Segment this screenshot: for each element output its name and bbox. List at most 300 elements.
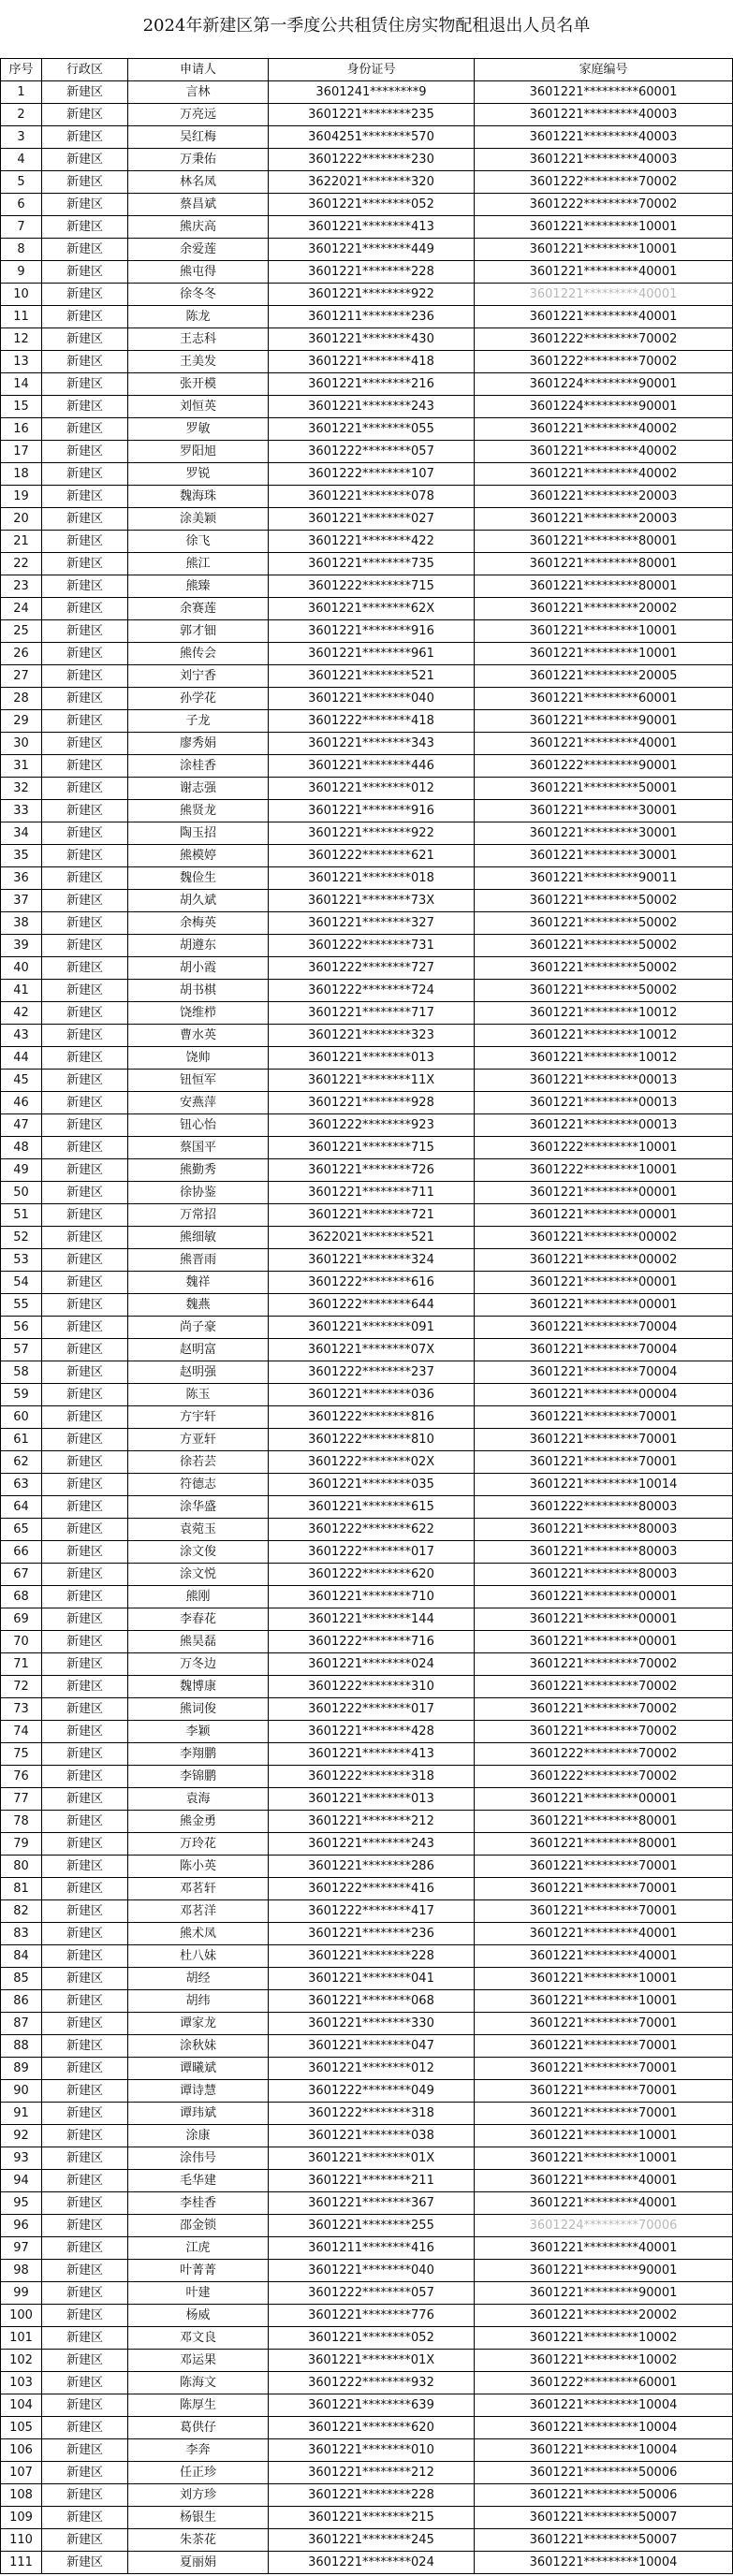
cell-seq: 102 [1,2350,42,2372]
cell-id-number: 3601221********038 [269,2125,475,2147]
table-row [1,755,733,778]
exit-list-table [0,58,733,2574]
table-row [1,149,733,171]
cell-applicant: 万秉佑 [128,149,269,171]
cell-district: 新建区 [42,1743,128,1766]
cell-id-number: 3601221********013 [269,1788,475,1811]
cell-id-number: 3601221********928 [269,1092,475,1114]
cell-applicant: 罗锐 [128,463,269,486]
cell-district: 新建区 [42,845,128,867]
cell-id-number: 3601221********922 [269,284,475,306]
cell-district: 新建区 [42,2058,128,2080]
cell-applicant: 钮恒军 [128,1070,269,1092]
cell-family-number: 3601221*********00002 [475,1249,733,1272]
cell-family-number: 3601221*********90001 [475,710,733,733]
table-row [1,1114,733,1137]
cell-seq: 50 [1,1182,42,1204]
table-row [1,1878,733,1900]
cell-district: 新建区 [42,1384,128,1406]
cell-applicant: 王志科 [128,328,269,351]
cell-family-number: 3601221*********70001 [475,1878,733,1900]
cell-id-number: 3601221********422 [269,531,475,553]
cell-id-number: 3601222********230 [269,149,475,171]
table-row [1,1496,733,1519]
cell-family-number: 3601221*********20002 [475,598,733,620]
cell-family-number: 3601221*********70004 [475,1361,733,1384]
table-row [1,1384,733,1406]
table-row [1,463,733,486]
table-row [1,2013,733,2035]
table-row [1,710,733,733]
cell-seq: 15 [1,396,42,418]
cell-applicant: 涂桂香 [128,755,269,778]
cell-district: 新建区 [42,957,128,980]
cell-id-number: 3601222********644 [269,1294,475,1317]
cell-applicant: 毛华建 [128,2170,269,2192]
table-row [1,2417,733,2439]
cell-seq: 106 [1,2439,42,2462]
cell-seq: 105 [1,2417,42,2439]
cell-seq: 14 [1,373,42,396]
table-row [1,1968,733,1990]
cell-district: 新建区 [42,1361,128,1384]
cell-family-number: 3601221*********00001 [475,1608,733,1631]
cell-applicant: 涂文悦 [128,1564,269,1586]
cell-seq: 82 [1,1900,42,1923]
cell-family-number: 3601222*********70002 [475,194,733,216]
cell-seq: 58 [1,1361,42,1384]
cell-seq: 16 [1,418,42,441]
table-row [1,2507,733,2529]
cell-family-number: 3601221*********70001 [475,1451,733,1474]
cell-district: 新建区 [42,284,128,306]
cell-seq: 94 [1,2170,42,2192]
cell-district: 新建区 [42,2147,128,2170]
cell-family-number: 3601221*********40002 [475,418,733,441]
cell-district: 新建区 [42,261,128,284]
cell-id-number: 3601221********228 [269,2484,475,2507]
cell-seq: 103 [1,2372,42,2394]
cell-applicant: 熊细敏 [128,1227,269,1249]
cell-applicant: 李桂香 [128,2192,269,2215]
cell-seq: 54 [1,1272,42,1294]
table-row [1,867,733,890]
cell-family-number: 3601221*********30001 [475,800,733,822]
cell-id-number: 3601222********616 [269,1272,475,1294]
cell-family-number: 3601221*********50007 [475,2529,733,2552]
header-id-number: 身份证号 [269,59,475,81]
cell-id-number: 3601222********318 [269,2103,475,2125]
cell-seq: 73 [1,1698,42,1721]
cell-family-number: 3601221*********10014 [475,1474,733,1496]
table-row [1,2394,733,2417]
cell-id-number: 3601221********735 [269,553,475,575]
cell-district: 新建区 [42,1159,128,1182]
table-row [1,1002,733,1025]
cell-id-number: 3601221********024 [269,1653,475,1676]
table-row [1,2305,733,2327]
cell-district: 新建区 [42,1451,128,1474]
table-row [1,441,733,463]
cell-seq: 65 [1,1519,42,1541]
cell-family-number: 3601221*********30001 [475,822,733,845]
cell-id-number: 3601221********916 [269,620,475,643]
cell-family-number: 3601222*********80003 [475,1496,733,1519]
cell-id-number: 3601221********428 [269,1721,475,1743]
cell-family-number: 3601221*********80001 [475,531,733,553]
cell-seq: 100 [1,2305,42,2327]
cell-family-number: 3601221*********70001 [475,1900,733,1923]
cell-seq: 78 [1,1811,42,1833]
cell-seq: 109 [1,2507,42,2529]
cell-applicant: 胡纬 [128,1990,269,2013]
cell-district: 新建区 [42,1025,128,1047]
table-row [1,2350,733,2372]
cell-applicant: 符德志 [128,1474,269,1496]
table-row [1,2035,733,2058]
cell-id-number: 3601221********024 [269,2552,475,2574]
cell-district: 新建区 [42,620,128,643]
table-row [1,2170,733,2192]
cell-family-number: 3601221*********00013 [475,1114,733,1137]
table-row [1,845,733,867]
cell-seq: 75 [1,1743,42,1766]
cell-family-number: 3601222*********70002 [475,171,733,194]
cell-family-number: 3601221*********10004 [475,2552,733,2574]
cell-seq: 93 [1,2147,42,2170]
cell-applicant: 熊传会 [128,643,269,665]
cell-district: 新建区 [42,733,128,755]
cell-district: 新建区 [42,822,128,845]
cell-district: 新建区 [42,2237,128,2260]
cell-id-number: 3601241********9 [269,81,475,104]
cell-district: 新建区 [42,508,128,531]
cell-family-number: 3601221*********70001 [475,2080,733,2103]
cell-family-number: 3601221*********10001 [475,216,733,239]
cell-seq: 26 [1,643,42,665]
cell-district: 新建区 [42,373,128,396]
cell-family-number: 3601221*********00002 [475,1227,733,1249]
cell-district: 新建区 [42,2507,128,2529]
cell-district: 新建区 [42,1923,128,1945]
cell-applicant: 蔡昌斌 [128,194,269,216]
cell-id-number: 3601221********041 [269,1968,475,1990]
cell-district: 新建区 [42,2013,128,2035]
cell-applicant: 邓文良 [128,2327,269,2350]
table-row [1,1092,733,1114]
cell-family-number: 3601221*********80001 [475,575,733,598]
table-row [1,1159,733,1182]
cell-id-number: 3601222********724 [269,980,475,1002]
cell-applicant: 邓茗轩 [128,1878,269,1900]
cell-applicant: 子龙 [128,710,269,733]
cell-seq: 6 [1,194,42,216]
cell-applicant: 安燕萍 [128,1092,269,1114]
header-applicant: 申请人 [128,59,269,81]
cell-district: 新建区 [42,1541,128,1564]
table-row [1,2103,733,2125]
table-row [1,935,733,957]
cell-family-number: 3601221*********20002 [475,2305,733,2327]
cell-family-number: 3601221*********40001 [475,284,733,306]
cell-district: 新建区 [42,1968,128,1990]
cell-applicant: 饶维栉 [128,1002,269,1025]
cell-seq: 51 [1,1204,42,1227]
cell-seq: 9 [1,261,42,284]
cell-district: 新建区 [42,194,128,216]
cell-id-number: 3601221********717 [269,1002,475,1025]
table-row [1,1698,733,1721]
cell-seq: 52 [1,1227,42,1249]
cell-family-number: 3601221*********70001 [475,1429,733,1451]
cell-id-number: 3601221********212 [269,1811,475,1833]
cell-applicant: 徐协鉴 [128,1182,269,1204]
cell-id-number: 3601221********215 [269,2507,475,2529]
cell-applicant: 叶建 [128,2282,269,2305]
cell-seq: 92 [1,2125,42,2147]
cell-seq: 70 [1,1631,42,1653]
cell-district: 新建区 [42,598,128,620]
cell-seq: 85 [1,1968,42,1990]
cell-seq: 3 [1,126,42,149]
cell-applicant: 李锦鹏 [128,1766,269,1788]
table-row [1,81,733,104]
table-row [1,1833,733,1856]
table-row [1,1923,733,1945]
cell-family-number: 3601222*********70002 [475,1766,733,1788]
cell-district: 新建区 [42,710,128,733]
cell-id-number: 3601221********228 [269,1945,475,1968]
cell-applicant: 熊勤秀 [128,1159,269,1182]
cell-family-number: 3601221*********40001 [475,2170,733,2192]
table-row [1,239,733,261]
cell-district: 新建区 [42,81,128,104]
cell-applicant: 邓茗洋 [128,1900,269,1923]
table-row [1,1137,733,1159]
cell-id-number: 3622021********521 [269,1227,475,1249]
table-row [1,1361,733,1384]
cell-district: 新建区 [42,2417,128,2439]
cell-id-number: 3601221********216 [269,373,475,396]
cell-id-number: 3601222********416 [269,1878,475,1900]
cell-applicant: 钮心怡 [128,1114,269,1137]
cell-applicant: 夏丽娟 [128,2552,269,2574]
table-row [1,171,733,194]
cell-id-number: 3601222********621 [269,845,475,867]
cell-district: 新建区 [42,1496,128,1519]
cell-applicant: 尚子豪 [128,1317,269,1339]
cell-seq: 60 [1,1406,42,1429]
cell-seq: 87 [1,2013,42,2035]
cell-applicant: 万冬边 [128,1653,269,1676]
table-row [1,328,733,351]
cell-family-number: 3601221*********70004 [475,1339,733,1361]
cell-district: 新建区 [42,1788,128,1811]
cell-district: 新建区 [42,1227,128,1249]
cell-applicant: 曹水英 [128,1025,269,1047]
cell-seq: 45 [1,1070,42,1092]
cell-seq: 25 [1,620,42,643]
cell-family-number: 3601221*********70002 [475,1676,733,1698]
cell-seq: 111 [1,2552,42,2574]
cell-id-number: 3601221********615 [269,1496,475,1519]
table-row [1,2237,733,2260]
cell-id-number: 3601222********727 [269,957,475,980]
cell-family-number: 3601221*********70002 [475,1721,733,1743]
cell-seq: 22 [1,553,42,575]
cell-id-number: 3601222********417 [269,1900,475,1923]
cell-applicant: 刘宁香 [128,665,269,688]
cell-district: 新建区 [42,396,128,418]
cell-seq: 79 [1,1833,42,1856]
cell-district: 新建区 [42,800,128,822]
cell-district: 新建区 [42,2080,128,2103]
cell-id-number: 3601221********726 [269,1159,475,1182]
table-row [1,1317,733,1339]
cell-district: 新建区 [42,912,128,935]
table-row [1,598,733,620]
cell-seq: 49 [1,1159,42,1182]
cell-id-number: 3601222********017 [269,1541,475,1564]
cell-seq: 97 [1,2237,42,2260]
cell-seq: 53 [1,1249,42,1272]
cell-seq: 71 [1,1653,42,1676]
cell-id-number: 3601221********243 [269,396,475,418]
cell-family-number: 3601221*********10012 [475,1025,733,1047]
cell-id-number: 3601222********923 [269,1114,475,1137]
cell-applicant: 言林 [128,81,269,104]
cell-id-number: 3601221********027 [269,508,475,531]
cell-applicant: 熊晋雨 [128,1249,269,1272]
cell-id-number: 3601221********068 [269,1990,475,2013]
cell-id-number: 3601222********107 [269,463,475,486]
cell-applicant: 谭家龙 [128,2013,269,2035]
cell-id-number: 3601221********035 [269,1474,475,1496]
cell-seq: 55 [1,1294,42,1317]
cell-seq: 24 [1,598,42,620]
cell-district: 新建区 [42,1182,128,1204]
cell-id-number: 3601222********310 [269,1676,475,1698]
cell-id-number: 3601221********715 [269,1137,475,1159]
cell-seq: 67 [1,1564,42,1586]
table-row [1,1182,733,1204]
table-row [1,665,733,688]
cell-id-number: 3601221********73X [269,890,475,912]
cell-family-number: 3601221*********10004 [475,2417,733,2439]
cell-applicant: 魏博康 [128,1676,269,1698]
cell-applicant: 余爱莲 [128,239,269,261]
cell-family-number: 3601221*********40003 [475,126,733,149]
cell-applicant: 魏俭生 [128,867,269,890]
table-row [1,2552,733,2574]
cell-id-number: 3601221********052 [269,2327,475,2350]
cell-family-number: 3601221*********90011 [475,867,733,890]
cell-applicant: 胡书棋 [128,980,269,1002]
cell-seq: 8 [1,239,42,261]
cell-id-number: 3601222********620 [269,1564,475,1586]
cell-family-number: 3601221*********60001 [475,688,733,710]
cell-family-number: 3601221*********50007 [475,2507,733,2529]
cell-id-number: 3601221********446 [269,755,475,778]
cell-family-number: 3601221*********10002 [475,2327,733,2350]
cell-seq: 21 [1,531,42,553]
cell-family-number: 3601221*********50002 [475,980,733,1002]
table-row [1,396,733,418]
table-row [1,1227,733,1249]
cell-id-number: 3601221********343 [269,733,475,755]
cell-applicant: 涂美颖 [128,508,269,531]
header-row [1,59,733,81]
cell-applicant: 郭才钿 [128,620,269,643]
cell-id-number: 3601221********07X [269,1339,475,1361]
cell-seq: 57 [1,1339,42,1361]
table-row [1,800,733,822]
cell-seq: 11 [1,306,42,328]
table-row [1,104,733,126]
cell-seq: 48 [1,1137,42,1159]
cell-district: 新建区 [42,1317,128,1339]
cell-family-number: 3601222*********60001 [475,2372,733,2394]
cell-seq: 104 [1,2394,42,2417]
cell-applicant: 胡遵东 [128,935,269,957]
table-row [1,1047,733,1070]
table-row [1,2058,733,2080]
cell-id-number: 3601221********040 [269,688,475,710]
cell-seq: 29 [1,710,42,733]
cell-id-number: 3601221********418 [269,351,475,373]
table-row [1,351,733,373]
cell-family-number: 3601221*********40001 [475,261,733,284]
cell-id-number: 3601221********078 [269,486,475,508]
cell-seq: 69 [1,1608,42,1631]
cell-family-number: 3601221*********10001 [475,620,733,643]
cell-district: 新建区 [42,1721,128,1743]
cell-id-number: 3601222********932 [269,2372,475,2394]
cell-seq: 18 [1,463,42,486]
cell-district: 新建区 [42,553,128,575]
cell-district: 新建区 [42,935,128,957]
cell-family-number: 3601221*********40001 [475,733,733,755]
table-row [1,216,733,239]
cell-district: 新建区 [42,216,128,239]
cell-district: 新建区 [42,890,128,912]
cell-family-number: 3601221*********00001 [475,1294,733,1317]
table-row [1,2484,733,2507]
cell-seq: 91 [1,2103,42,2125]
cell-seq: 28 [1,688,42,710]
cell-applicant: 徐飞 [128,531,269,553]
cell-id-number: 3601221********012 [269,2058,475,2080]
cell-seq: 95 [1,2192,42,2215]
header-family-number: 家庭编号 [475,59,733,81]
cell-district: 新建区 [42,1294,128,1317]
cell-id-number: 3601221********449 [269,239,475,261]
cell-district: 新建区 [42,1608,128,1631]
cell-district: 新建区 [42,2394,128,2417]
cell-id-number: 3601221********010 [269,2439,475,2462]
cell-family-number: 3601221*********10001 [475,2125,733,2147]
cell-family-number: 3601221*********00001 [475,1631,733,1653]
cell-seq: 46 [1,1092,42,1114]
cell-family-number: 3601221*********00001 [475,1788,733,1811]
cell-seq: 86 [1,1990,42,2013]
cell-seq: 38 [1,912,42,935]
cell-applicant: 熊刚 [128,1586,269,1608]
cell-family-number: 3601221*********00001 [475,1272,733,1294]
cell-id-number: 3601222********816 [269,1406,475,1429]
cell-applicant: 涂文俊 [128,1541,269,1564]
table-row [1,2260,733,2282]
